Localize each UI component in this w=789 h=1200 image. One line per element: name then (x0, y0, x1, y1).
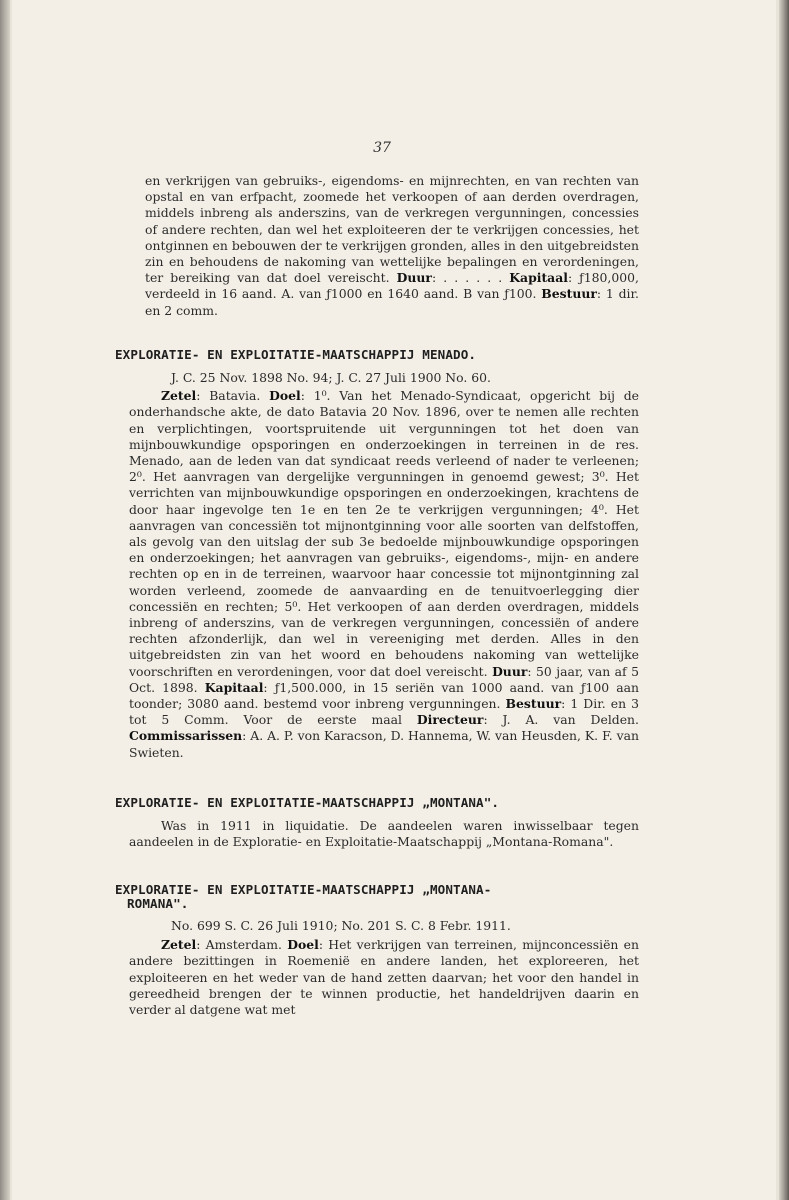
intro-kapitaal-label: Kapitaal (509, 270, 568, 286)
book-edge-right (779, 0, 789, 1200)
menado-directeur-label: Directeur (416, 712, 484, 728)
page-number: 37 (373, 140, 391, 156)
montana-romana-doel-label: Doel (287, 937, 319, 953)
montana-romana-heading-line1: EXPLORATIE- EN EXPLOITATIE-MAATSCHAPPIJ „MONTANA- (115, 882, 492, 897)
montana-romana-zetel-label: Zetel (161, 937, 197, 953)
menado-zetel-label: Zetel (161, 388, 197, 404)
menado-zetel-value: : Batavia. (196, 388, 261, 404)
intro-bestuur-value: : 1 dir. en 2 comm. (145, 286, 639, 318)
section-body-montana-romana (129, 918, 639, 1018)
montana-romana-zetel-value: : Amsterdam. (196, 937, 282, 953)
menado-commissarissen-label: Commissarissen (129, 728, 243, 744)
montana-romana-heading-line2: ROMANA". (127, 896, 189, 911)
montana-romana-reference: No. 699 S. C. 26 Juli 1910; No. 201 S. C. 8 Febr. 1911. (171, 918, 511, 933)
intro-text: en verkrijgen van gebruiks-, eigendoms- en mijnrechten, en van rechten van opstal en van erfpacht, zoomede het verkoopen of aan derden overdragen, middels inbreng als anderszins, van de verkregen vergunningen, concessies of andere rechten, dan wel het exploiteeren der te verkrijgen concessies, het ontginnen en bebouwen der te verkrijgen gronden, alles in den uitgebreidsten zin en behoudens de nakoming van wettelijke bepalingen en verordeningen, ter bereiking van dat doel vereischt. (145, 173, 639, 286)
section-heading-montana-romana (115, 883, 640, 911)
intro-kapitaal-value: : ƒ180,000, verdeeld in 16 aand. A. van ƒ1000 en 1640 aand. B van ƒ100. (145, 270, 639, 302)
menado-kapitaal-value: : ƒ1,500.000, in 15 seriën van 1000 aand. van ƒ100 aan toonder; 3080 aand. bestemd voor inbreng vergunningen. (129, 679, 639, 712)
menado-details (129, 388, 639, 761)
book-page (12, 0, 776, 1200)
section-heading-menado: EXPLORATIE- EN EXPLOITATIE-MAATSCHAPPIJ MENADO. (115, 347, 477, 362)
montana-text: Was in 1911 in liquidatie. De aandeelen waren inwisselbaar tegen aandeelen in de Exploratie- en Exploitatie-Maatschappij „Montana-Romana". (129, 818, 639, 850)
menado-commissarissen-value: : A. A. P. von Karacson, D. Hannema, W. van Heusden, K. F. van Swieten. (129, 728, 639, 760)
montana-romana-doel-value: : Het verkrijgen van terreinen, mijnconcessiën en andere bezittingen in Roemenië en andere landen, het exploreeren, het exploiteeren en het weder van de hand zetten daarvan; het voor den handel in gereedheid brengen der te winnen productie, het handeldrijven daarin en verder al datgene wat met (129, 937, 639, 1018)
menado-doel-label: Doel (269, 388, 301, 404)
book-edge-left (0, 0, 10, 1200)
menado-bestuur-value: : 1 Dir. en 3 tot 5 Comm. Voor de eerste maal (129, 696, 639, 728)
menado-bestuur-label: Bestuur (505, 696, 562, 712)
intro-bestuur-label: Bestuur (541, 286, 597, 302)
intro-duur-value: : . . . . . . (431, 270, 503, 286)
menado-kapitaal-label: Kapitaal (204, 679, 264, 695)
section-heading-montana: EXPLORATIE- EN EXPLOITATIE-MAATSCHAPPIJ „MONTANA". (115, 795, 500, 810)
section-body-montana (129, 818, 639, 850)
menado-reference: J. C. 25 Nov. 1898 No. 94; J. C. 27 Juli 1900 No. 60. (171, 370, 491, 385)
menado-doel-value: : 1⁰. Van het Menado-Syndicaat, opgericht bij de onderhandsche akte, de dato Batavia 20 Nov. 1896, over te nemen alle rechten en verplichtingen, voortspruitende uit vergunningen tot het doen van mijnbouwkundige opsporingen en onderzoekingen in terreinen in de res. Menado, aan de leden van dat syndicaat reeds verleend of nader te verleenen; 2⁰. Het aanvragen van dergelijke vergunningen in genoemd gewest; 3⁰. Het verrichten van mijnbouwkundige opsporingen en onderzoekingen, krachtens de door haar ingevolge ten 1e en ten 2e te verkrijgen vergunningen; 4⁰. Het aanvragen van concessiën tot mijnontginning voor alle soorten van delfstoffen, als gevolg van den uitslag der sub 3e bedoelde mijnbouwkundige opsporingen en onderzoekingen; het aanvragen van gebruiks-, eigendoms-, mijn- en andere rechten op en in de terreinen, waarvoor haar concessie tot mijnontginning zal worden verleend, zoomede de aanvaarding en de tenuitvoerlegging dier concessiën en rechten; 5⁰. Het verkoopen of aan derden overdragen, middels inbreng of anderszins, van de verkregen vergunningen, concessiën of andere rechten afzonderlijk, dan wel in vereeniging met derden. Alles in den uitgebreidsten zin van het woord en behoudens nakoming van wettelijke voorschriften en verordeningen, voor dat doel vereischt. (129, 388, 640, 679)
section-body-menado (129, 370, 639, 761)
intro-paragraph (145, 173, 639, 319)
menado-directeur-value: : J. A. van Delden. (483, 712, 639, 728)
menado-duur-label: Duur (492, 663, 528, 679)
menado-duur-value: : 50 jaar, van af 5 Oct. 1898. (129, 663, 639, 695)
montana-romana-details (129, 937, 639, 1018)
intro-duur-label: Duur (396, 270, 432, 286)
